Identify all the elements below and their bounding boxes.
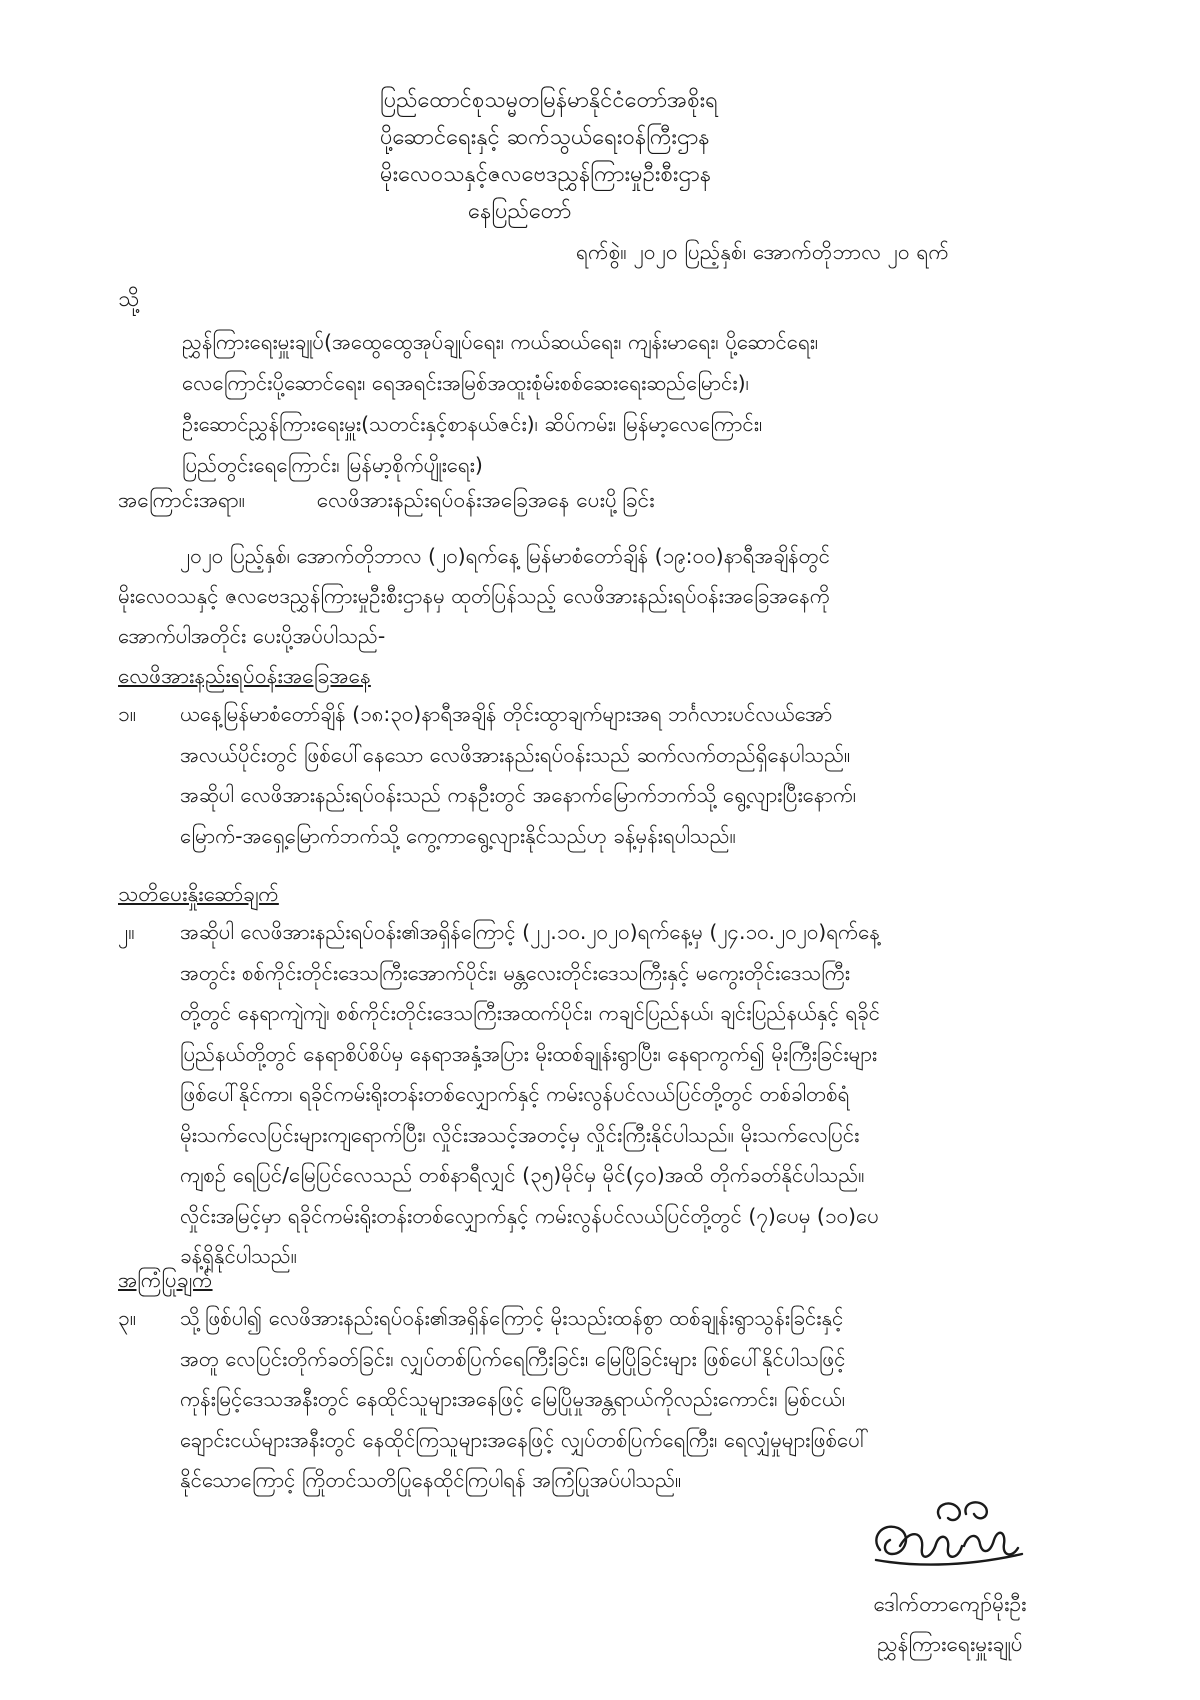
paragraph-3 xyxy=(118,1298,1078,1501)
recipient-line: လေကြောင်းပို့ဆောင်ရေး၊ ရေအရင်းအမြစ်အထူးစုံမ်းစစ်ဆေးရေးဆည်မြောင်း)၊ xyxy=(182,371,749,395)
intro-line: ၂၀၂၀ ပြည့်နှစ်၊ အောက်တိုဘာလ (၂၀)ရက်နေ့ မြန်မာစံတော်ချိန် (၁၉:၀၀)နာရီအချိန်တွင် xyxy=(180,544,830,568)
letterhead xyxy=(380,82,900,230)
paragraph-line: ကုန်းမြင့်ဒေသအနီးတွင် နေထိုင်သူများအနေဖြင့် မြေပြိုမှုအန္တရာယ်ကိုလည်းကောင်း၊ မြစ်ငယ်၊ xyxy=(180,1387,846,1411)
paragraph-line: ပြည်နယ်တို့တွင် နေရာစိပ်စိပ်မှ နေရာအနှံ့အပြား မိုးထစ်ချုန်းရွာပြီး၊ နေရာကွက်၍ မိုးကြီးခြင်းများ xyxy=(180,1041,878,1066)
paragraph-line: သို့ဖြစ်ပါ၍ လေဖိအားနည်းရပ်ဝန်း၏အရှိန်ကြောင့် မိုးသည်းထန်စွာ ထစ်ချုန်းရွာသွန်းခြင်းနှင့် xyxy=(180,1306,844,1330)
signatory-name: ဒေါက်တာကျော်မိုးဦး xyxy=(873,1592,1027,1616)
paragraph-line: ဖြစ်ပေါ်နိုင်ကာ၊ ရခိုင်ကမ်းရိုးတန်းတစ်လျှောက်နှင့် ကမ်းလွန်ပင်လယ်ပြင်တို့တွင် တစ်ခါတစ်ရံ xyxy=(180,1082,850,1106)
paragraph-line: မိုးသက်လေပြင်းများကျရောက်ပြီး၊ လှိုင်းအသင့်အတင့်မှ လှိုင်းကြီးနိုင်ပါသည်။ မိုးသက်လေပြင်း xyxy=(180,1122,860,1147)
paragraph-line: ခန့်ရှိနိုင်ပါသည်။ xyxy=(180,1244,297,1268)
paragraph-line: အဆိုပါ လေဖိအားနည်းရပ်ဝန်း၏အရှိန်ကြောင့် (၂၂.၁၀.၂၀၂၀)ရက်နေ့မှ (၂၄.၁၀.၂၀၂၀)ရက်နေ့ xyxy=(180,920,880,944)
subject-text: လေဖိအားနည်းရပ်ဝန်းအခြေအနေ ပေးပို့ခြင်း xyxy=(316,488,655,512)
paragraph-line: ကျစဉ် ရေပြင်/မြေပြင်လေသည် တစ်နာရီလျှင် (၃၅)မိုင်မှ မိုင်(၄၀)အထိ တိုက်ခတ်နိုင်ပါသည်။ xyxy=(180,1163,865,1187)
section-heading: အကြံပြုချက် xyxy=(118,1268,213,1292)
paragraph-1 xyxy=(118,694,1078,856)
intro-line: မိုးလေဝသနှင့် ဇလဗေဒညွှန်ကြားမှုဦးစီးဌာနမှ ထုတ်ပြန်သည့် လေဖိအားနည်းရပ်ဝန်းအခြေအနေကို xyxy=(118,584,830,608)
section-condition xyxy=(118,658,1078,856)
handwritten-signature xyxy=(840,1488,1040,1584)
section-advice xyxy=(118,1262,1078,1501)
ministry-name: ပို့ဆောင်ရေးနှင့် ဆက်သွယ်ရေးဝန်ကြီးဌာန xyxy=(380,125,710,150)
paragraph-line: နိုင်သောကြောင့် ကြိုတင်သတိပြုနေထိုင်ကြပါရန် အကြံပြုအပ်ပါသည်။ xyxy=(180,1468,682,1492)
paragraph-2 xyxy=(118,912,1078,1277)
signatory-title: ညွှန်ကြားရေးမှူးချုပ် xyxy=(877,1632,1023,1656)
recipient-line: ဦးဆောင်ညွှန်ကြားရေးမှူး(သတင်းနှင့်စာနယ်ဇင်း)၊ ဆိပ်ကမ်း၊ မြန်မာ့လေကြောင်း၊ xyxy=(182,412,763,436)
recipient-line: ပြည်တွင်းရေကြောင်း၊ မြန်မာ့စိုက်ပျိုးရေး) xyxy=(182,453,483,477)
paragraph-line: တို့တွင် နေရာကျဲကျဲ၊ စစ်ကိုင်းတိုင်းဒေသကြီးအထက်ပိုင်း၊ ကချင်ပြည်နယ်၊ ချင်းပြည်နယ်နှင့် ရခိုင် xyxy=(180,1001,881,1025)
to-label: သို့ xyxy=(118,287,140,312)
section-warning xyxy=(118,876,1078,1277)
paragraph-line: အလယ်ပိုင်းတွင် ဖြစ်ပေါ်နေသော လေဖိအားနည်းရပ်ဝန်းသည် ဆက်လက်တည်ရှိနေပါသည်။ xyxy=(180,742,851,767)
letter-date: ရက်စွဲ။ ၂၀၂၀ ပြည့်နှစ်၊ အောက်တိုဘာလ ၂၀ ရက် xyxy=(576,240,949,264)
paragraph-line: အတွင်း စစ်ကိုင်းတိုင်းဒေသကြီးအောက်ပိုင်း၊ မန္တလေးတိုင်းဒေသကြီးနှင့် မကွေးတိုင်းဒေသကြီး xyxy=(180,960,850,985)
paragraph-line: မြောက်-အရှေ့မြောက်ဘက်သို့ ကွေ့ကာရွေ့လျားနိုင်သည်ဟု ခန့်မှန်းရပါသည်။ xyxy=(180,823,736,848)
paragraph-line: အတူ လေပြင်းတိုက်ခတ်ခြင်း၊ လျှပ်တစ်ပြက်ရေကြီးခြင်း၊ မြေပြိုခြင်းများ ဖြစ်ပေါ်နိုင်ပါသဖြင့် xyxy=(180,1346,846,1371)
signature-block xyxy=(820,1488,1080,1664)
paragraph-line: လှိုင်းအမြင့်မှာ ရခိုင်ကမ်းရိုးတန်းတစ်လျှောက်နှင့် ကမ်းလွန်ပင်လယ်ပြင်တို့တွင် (၇)ပေမှ (၁၀)ပေ xyxy=(180,1203,879,1228)
subject-label: အကြောင်းအရာ။ xyxy=(118,488,246,512)
paragraph-number: ၁။ xyxy=(118,702,137,726)
section-heading: လေဖိအားနည်းရပ်ဝန်းအခြေအနေ xyxy=(118,664,371,688)
recipient-line: ညွှန်ကြားရေးမှူးချုပ်(အထွေထွေအုပ်ချုပ်ရေး၊ ကယ်ဆယ်ရေး၊ ကျန်းမာရေး၊ ပို့ဆောင်ရေး၊ xyxy=(182,330,819,354)
city-name: နေပြည်တော် xyxy=(468,199,572,224)
paragraph-line: အဆိုပါ လေဖိအားနည်းရပ်ဝန်းသည် ကနဦးတွင် အနောက်မြောက်ဘက်သို့ ရွေ့လျားပြီးနောက်၊ xyxy=(180,783,857,807)
intro-paragraph xyxy=(118,536,1078,656)
recipient-block xyxy=(182,322,1082,486)
department-name: မိုးလေဝသနှင့်ဇလဗေဒညွှန်ကြားမှုဦးစီးဌာန xyxy=(380,162,712,187)
subject-row xyxy=(118,480,1018,520)
paragraph-number: ၃။ xyxy=(118,1306,137,1330)
intro-line: အောက်ပါအတိုင်း ပေးပို့အပ်ပါသည်- xyxy=(118,624,386,648)
paragraph-line: ချောင်းငယ်များအနီးတွင် နေထိုင်ကြသူများအနေဖြင့် လျှပ်တစ်ပြက်ရေကြီး၊ ရေလျှံမှုများဖြစ်ပေါ် xyxy=(180,1427,870,1452)
paragraph-line: ယနေ့မြန်မာစံတော်ချိန် (၁၈:၃၀)နာရီအချိန် တိုင်းထွာချက်များအရ ဘင်္ဂလားပင်လယ်အော် xyxy=(180,702,833,726)
government-name: ပြည်ထောင်စုသမ္မတမြန်မာနိုင်ငံတော်အစိုးရ xyxy=(380,88,718,113)
section-heading: သတိပေးနှိုးဆော်ချက် xyxy=(118,882,279,906)
paragraph-number: ၂။ xyxy=(118,920,135,944)
